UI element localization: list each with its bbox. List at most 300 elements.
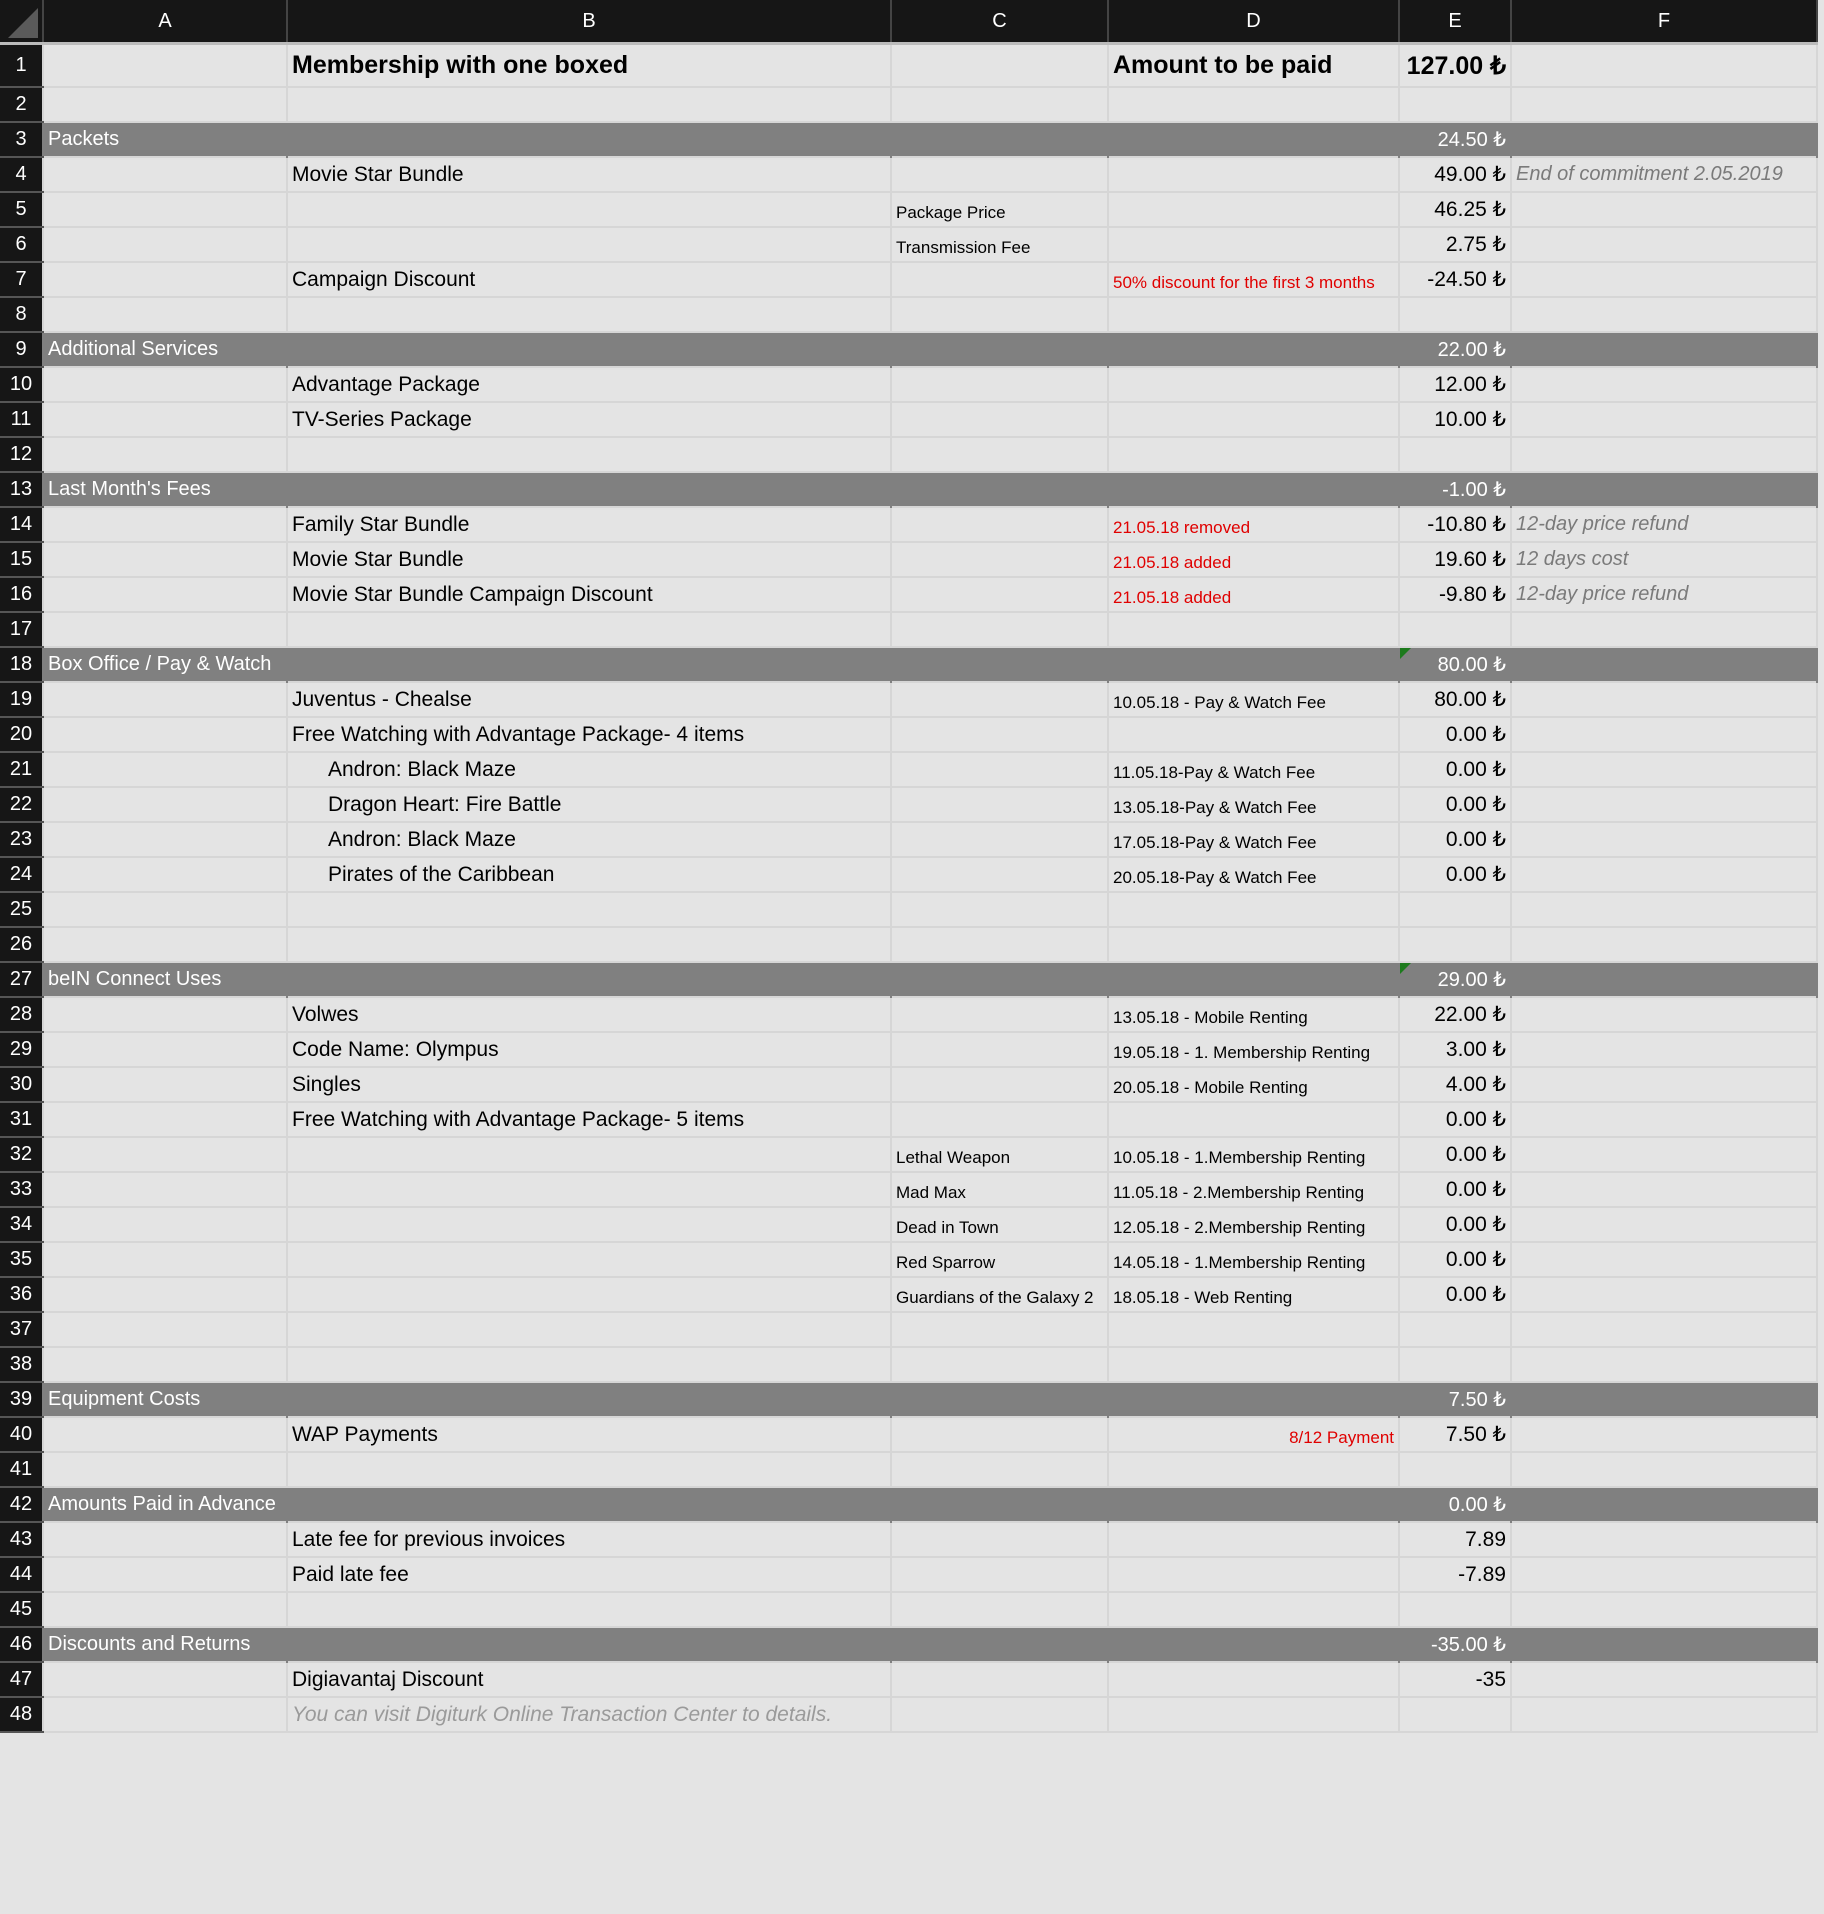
row-header[interactable]: 41 xyxy=(0,1452,43,1487)
column-header-b[interactable]: B xyxy=(287,0,891,44)
column-header-a[interactable]: A xyxy=(43,0,287,44)
cell-c[interactable] xyxy=(891,332,1108,367)
cell-c[interactable] xyxy=(891,472,1108,507)
cell-a[interactable] xyxy=(43,892,287,927)
cell-d[interactable] xyxy=(1108,1067,1399,1102)
cell-b[interactable] xyxy=(287,717,891,752)
cell-a[interactable] xyxy=(43,1382,287,1417)
cell-f[interactable] xyxy=(1511,577,1817,612)
cell-c[interactable] xyxy=(891,1522,1108,1557)
cell-e[interactable] xyxy=(1399,227,1511,262)
cell-a[interactable] xyxy=(43,1522,287,1557)
cell-e[interactable] xyxy=(1399,1312,1511,1347)
cell-e[interactable] xyxy=(1399,822,1511,857)
cell-c[interactable] xyxy=(891,1382,1108,1417)
cell-a[interactable] xyxy=(43,507,287,542)
cell-a[interactable] xyxy=(43,1137,287,1172)
row-header[interactable]: 23 xyxy=(0,822,43,857)
cell-d[interactable] xyxy=(1108,1032,1399,1067)
cell-a[interactable] xyxy=(43,1102,287,1137)
cell-d[interactable] xyxy=(1108,647,1399,682)
cell-d[interactable] xyxy=(1108,1417,1399,1452)
cell-d[interactable] xyxy=(1108,402,1399,437)
cell-d[interactable] xyxy=(1108,892,1399,927)
row-header[interactable]: 18 xyxy=(0,647,43,682)
cell-a[interactable] xyxy=(43,122,287,157)
cell-c[interactable] xyxy=(891,367,1108,402)
cell-e[interactable] xyxy=(1399,1277,1511,1312)
cell-d[interactable] xyxy=(1108,997,1399,1032)
cell-c[interactable] xyxy=(891,1207,1108,1242)
cell-c[interactable] xyxy=(891,1137,1108,1172)
cell-d[interactable] xyxy=(1108,1312,1399,1347)
cell-c[interactable] xyxy=(891,437,1108,472)
cell-e[interactable] xyxy=(1399,1242,1511,1277)
cell-d[interactable] xyxy=(1108,542,1399,577)
cell-d[interactable] xyxy=(1108,87,1399,122)
cell-e[interactable] xyxy=(1399,1172,1511,1207)
cell-a[interactable] xyxy=(43,997,287,1032)
row-header[interactable]: 13 xyxy=(0,472,43,507)
row-header[interactable]: 35 xyxy=(0,1242,43,1277)
cell-e[interactable] xyxy=(1399,1347,1511,1382)
cell-d[interactable] xyxy=(1108,962,1399,997)
cell-b[interactable] xyxy=(287,1662,891,1697)
cell-a[interactable] xyxy=(43,612,287,647)
row-header[interactable]: 24 xyxy=(0,857,43,892)
cell-f[interactable] xyxy=(1511,1172,1817,1207)
row-header[interactable]: 36 xyxy=(0,1277,43,1312)
cell-b[interactable] xyxy=(287,1277,891,1312)
cell-a[interactable] xyxy=(43,542,287,577)
cell-f[interactable] xyxy=(1511,227,1817,262)
cell-c[interactable] xyxy=(891,1277,1108,1312)
row-header[interactable]: 6 xyxy=(0,227,43,262)
cell-d[interactable] xyxy=(1108,1557,1399,1592)
row-header[interactable]: 21 xyxy=(0,752,43,787)
cell-a[interactable] xyxy=(43,927,287,962)
cell-b[interactable] xyxy=(287,1697,891,1732)
cell-a[interactable] xyxy=(43,227,287,262)
cell-e[interactable] xyxy=(1399,262,1511,297)
cell-e[interactable] xyxy=(1399,192,1511,227)
row-header[interactable]: 14 xyxy=(0,507,43,542)
cell-c[interactable] xyxy=(891,1032,1108,1067)
row-header[interactable]: 34 xyxy=(0,1207,43,1242)
cell-b[interactable] xyxy=(287,472,891,507)
cell-f[interactable] xyxy=(1511,997,1817,1032)
cell-b[interactable] xyxy=(287,44,891,88)
cell-e[interactable] xyxy=(1399,1137,1511,1172)
row-header[interactable]: 5 xyxy=(0,192,43,227)
cell-f[interactable] xyxy=(1511,44,1817,88)
cell-f[interactable] xyxy=(1511,1522,1817,1557)
cell-e[interactable] xyxy=(1399,87,1511,122)
cell-f[interactable] xyxy=(1511,752,1817,787)
cell-a[interactable] xyxy=(43,1067,287,1102)
cell-b[interactable] xyxy=(287,1312,891,1347)
cell-c[interactable] xyxy=(891,87,1108,122)
cell-d[interactable] xyxy=(1108,857,1399,892)
cell-c[interactable] xyxy=(891,752,1108,787)
cell-d[interactable] xyxy=(1108,1347,1399,1382)
cell-f[interactable] xyxy=(1511,1557,1817,1592)
row-header[interactable]: 9 xyxy=(0,332,43,367)
cell-a[interactable] xyxy=(43,857,287,892)
cell-c[interactable] xyxy=(891,787,1108,822)
cell-f[interactable] xyxy=(1511,472,1817,507)
cell-c[interactable] xyxy=(891,927,1108,962)
cell-d[interactable] xyxy=(1108,927,1399,962)
cell-d[interactable] xyxy=(1108,1522,1399,1557)
cell-d[interactable] xyxy=(1108,1137,1399,1172)
cell-f[interactable] xyxy=(1511,122,1817,157)
cell-b[interactable] xyxy=(287,332,891,367)
cell-e[interactable] xyxy=(1399,997,1511,1032)
row-header[interactable]: 2 xyxy=(0,87,43,122)
row-header[interactable]: 1 xyxy=(0,44,43,88)
cell-f[interactable] xyxy=(1511,1137,1817,1172)
row-header[interactable]: 48 xyxy=(0,1697,43,1732)
cell-a[interactable] xyxy=(43,822,287,857)
cell-d[interactable] xyxy=(1108,1662,1399,1697)
cell-e[interactable] xyxy=(1399,612,1511,647)
cell-e[interactable] xyxy=(1399,437,1511,472)
cell-f[interactable] xyxy=(1511,437,1817,472)
cell-d[interactable] xyxy=(1108,752,1399,787)
cell-e[interactable] xyxy=(1399,857,1511,892)
cell-f[interactable] xyxy=(1511,612,1817,647)
cell-b[interactable] xyxy=(287,437,891,472)
cell-f[interactable] xyxy=(1511,962,1817,997)
cell-e[interactable] xyxy=(1399,1417,1511,1452)
cell-d[interactable] xyxy=(1108,822,1399,857)
cell-b[interactable] xyxy=(287,507,891,542)
cell-a[interactable] xyxy=(43,1312,287,1347)
cell-b[interactable] xyxy=(287,1242,891,1277)
cell-c[interactable] xyxy=(891,1627,1108,1662)
cell-f[interactable] xyxy=(1511,787,1817,822)
cell-c[interactable] xyxy=(891,682,1108,717)
cell-e[interactable] xyxy=(1399,1627,1511,1662)
cell-b[interactable] xyxy=(287,297,891,332)
cell-f[interactable] xyxy=(1511,507,1817,542)
cell-a[interactable] xyxy=(43,297,287,332)
cell-c[interactable] xyxy=(891,962,1108,997)
cell-a[interactable] xyxy=(43,87,287,122)
cell-e[interactable] xyxy=(1399,647,1511,682)
row-header[interactable]: 15 xyxy=(0,542,43,577)
cell-b[interactable] xyxy=(287,1137,891,1172)
cell-d[interactable] xyxy=(1108,682,1399,717)
row-header[interactable]: 40 xyxy=(0,1417,43,1452)
cell-a[interactable] xyxy=(43,1347,287,1382)
column-header-e[interactable]: E xyxy=(1399,0,1511,44)
cell-c[interactable] xyxy=(891,1592,1108,1627)
cell-d[interactable] xyxy=(1108,612,1399,647)
cell-e[interactable] xyxy=(1399,1522,1511,1557)
cell-e[interactable] xyxy=(1399,367,1511,402)
cell-c[interactable] xyxy=(891,507,1108,542)
cell-a[interactable] xyxy=(43,472,287,507)
cell-f[interactable] xyxy=(1511,1697,1817,1732)
row-header[interactable]: 38 xyxy=(0,1347,43,1382)
cell-c[interactable] xyxy=(891,1067,1108,1102)
cell-d[interactable] xyxy=(1108,717,1399,752)
cell-f[interactable] xyxy=(1511,927,1817,962)
cell-b[interactable] xyxy=(287,402,891,437)
cell-c[interactable] xyxy=(891,1557,1108,1592)
cell-c[interactable] xyxy=(891,1347,1108,1382)
cell-a[interactable] xyxy=(43,1487,287,1522)
cell-b[interactable] xyxy=(287,87,891,122)
cell-a[interactable] xyxy=(43,157,287,192)
row-header[interactable]: 25 xyxy=(0,892,43,927)
cell-f[interactable] xyxy=(1511,1592,1817,1627)
cell-b[interactable] xyxy=(287,367,891,402)
cell-d[interactable] xyxy=(1108,1592,1399,1627)
cell-d[interactable] xyxy=(1108,192,1399,227)
row-header[interactable]: 27 xyxy=(0,962,43,997)
row-header[interactable]: 29 xyxy=(0,1032,43,1067)
cell-b[interactable] xyxy=(287,1592,891,1627)
cell-e[interactable] xyxy=(1399,472,1511,507)
cell-f[interactable] xyxy=(1511,192,1817,227)
cell-e[interactable] xyxy=(1399,1382,1511,1417)
cell-b[interactable] xyxy=(287,157,891,192)
cell-d[interactable] xyxy=(1108,227,1399,262)
cell-a[interactable] xyxy=(43,1032,287,1067)
row-header[interactable]: 10 xyxy=(0,367,43,402)
cell-b[interactable] xyxy=(287,1522,891,1557)
cell-a[interactable] xyxy=(43,44,287,88)
cell-e[interactable] xyxy=(1399,787,1511,822)
cell-a[interactable] xyxy=(43,1662,287,1697)
cell-f[interactable] xyxy=(1511,367,1817,402)
row-header[interactable]: 30 xyxy=(0,1067,43,1102)
cell-a[interactable] xyxy=(43,1242,287,1277)
cell-b[interactable] xyxy=(287,577,891,612)
cell-b[interactable] xyxy=(287,612,891,647)
cell-f[interactable] xyxy=(1511,1032,1817,1067)
cell-d[interactable] xyxy=(1108,1207,1399,1242)
cell-d[interactable] xyxy=(1108,437,1399,472)
cell-b[interactable] xyxy=(287,1032,891,1067)
cell-c[interactable] xyxy=(891,227,1108,262)
cell-f[interactable] xyxy=(1511,1067,1817,1102)
column-header-f[interactable]: F xyxy=(1511,0,1817,44)
cell-d[interactable] xyxy=(1108,1102,1399,1137)
cell-d[interactable] xyxy=(1108,262,1399,297)
row-header[interactable]: 33 xyxy=(0,1172,43,1207)
cell-c[interactable] xyxy=(891,1662,1108,1697)
cell-a[interactable] xyxy=(43,332,287,367)
cell-b[interactable] xyxy=(287,1452,891,1487)
cell-e[interactable] xyxy=(1399,752,1511,787)
column-header-c[interactable]: C xyxy=(891,0,1108,44)
cell-e[interactable] xyxy=(1399,682,1511,717)
cell-a[interactable] xyxy=(43,1592,287,1627)
cell-d[interactable] xyxy=(1108,1452,1399,1487)
row-header[interactable]: 16 xyxy=(0,577,43,612)
cell-a[interactable] xyxy=(43,1172,287,1207)
cell-d[interactable] xyxy=(1108,367,1399,402)
cell-e[interactable] xyxy=(1399,507,1511,542)
cell-a[interactable] xyxy=(43,647,287,682)
row-header[interactable]: 32 xyxy=(0,1137,43,1172)
cell-c[interactable] xyxy=(891,44,1108,88)
row-header[interactable]: 20 xyxy=(0,717,43,752)
cell-c[interactable] xyxy=(891,1452,1108,1487)
cell-a[interactable] xyxy=(43,577,287,612)
cell-f[interactable] xyxy=(1511,892,1817,927)
cell-b[interactable] xyxy=(287,1382,891,1417)
cell-a[interactable] xyxy=(43,1452,287,1487)
row-header[interactable]: 4 xyxy=(0,157,43,192)
cell-e[interactable] xyxy=(1399,717,1511,752)
cell-b[interactable] xyxy=(287,752,891,787)
cell-f[interactable] xyxy=(1511,1417,1817,1452)
cell-c[interactable] xyxy=(891,1697,1108,1732)
cell-b[interactable] xyxy=(287,822,891,857)
cell-b[interactable] xyxy=(287,682,891,717)
row-header[interactable]: 43 xyxy=(0,1522,43,1557)
cell-d[interactable] xyxy=(1108,1627,1399,1662)
cell-c[interactable] xyxy=(891,157,1108,192)
row-header[interactable]: 45 xyxy=(0,1592,43,1627)
cell-a[interactable] xyxy=(43,1207,287,1242)
cell-b[interactable] xyxy=(287,542,891,577)
cell-c[interactable] xyxy=(891,122,1108,157)
cell-c[interactable] xyxy=(891,192,1108,227)
cell-d[interactable] xyxy=(1108,332,1399,367)
cell-f[interactable] xyxy=(1511,157,1817,192)
cell-c[interactable] xyxy=(891,822,1108,857)
cell-e[interactable] xyxy=(1399,542,1511,577)
cell-e[interactable] xyxy=(1399,1662,1511,1697)
cell-b[interactable] xyxy=(287,227,891,262)
cell-d[interactable] xyxy=(1108,1277,1399,1312)
cell-e[interactable] xyxy=(1399,44,1511,88)
cell-e[interactable] xyxy=(1399,332,1511,367)
cell-b[interactable] xyxy=(287,857,891,892)
cell-f[interactable] xyxy=(1511,542,1817,577)
cell-b[interactable] xyxy=(287,1102,891,1137)
select-all-corner[interactable] xyxy=(0,0,43,44)
cell-a[interactable] xyxy=(43,1627,287,1662)
cell-b[interactable] xyxy=(287,122,891,157)
cell-e[interactable] xyxy=(1399,1067,1511,1102)
row-header[interactable]: 3 xyxy=(0,122,43,157)
cell-a[interactable] xyxy=(43,262,287,297)
cell-d[interactable] xyxy=(1108,44,1399,88)
row-header[interactable]: 12 xyxy=(0,437,43,472)
cell-d[interactable] xyxy=(1108,1172,1399,1207)
row-header[interactable]: 7 xyxy=(0,262,43,297)
cell-b[interactable] xyxy=(287,1487,891,1522)
cell-e[interactable] xyxy=(1399,1697,1511,1732)
cell-f[interactable] xyxy=(1511,1312,1817,1347)
cell-c[interactable] xyxy=(891,577,1108,612)
cell-a[interactable] xyxy=(43,437,287,472)
cell-a[interactable] xyxy=(43,402,287,437)
cell-a[interactable] xyxy=(43,682,287,717)
cell-f[interactable] xyxy=(1511,1277,1817,1312)
cell-d[interactable] xyxy=(1108,787,1399,822)
cell-e[interactable] xyxy=(1399,1452,1511,1487)
cell-a[interactable] xyxy=(43,1697,287,1732)
cell-e[interactable] xyxy=(1399,122,1511,157)
cell-f[interactable] xyxy=(1511,857,1817,892)
cell-d[interactable] xyxy=(1108,122,1399,157)
cell-f[interactable] xyxy=(1511,1102,1817,1137)
row-header[interactable]: 47 xyxy=(0,1662,43,1697)
cell-f[interactable] xyxy=(1511,87,1817,122)
cell-e[interactable] xyxy=(1399,892,1511,927)
cell-b[interactable] xyxy=(287,892,891,927)
row-header[interactable]: 8 xyxy=(0,297,43,332)
cell-b[interactable] xyxy=(287,997,891,1032)
cell-a[interactable] xyxy=(43,962,287,997)
cell-f[interactable] xyxy=(1511,647,1817,682)
cell-c[interactable] xyxy=(891,612,1108,647)
cell-e[interactable] xyxy=(1399,1102,1511,1137)
cell-c[interactable] xyxy=(891,1487,1108,1522)
cell-e[interactable] xyxy=(1399,1557,1511,1592)
cell-b[interactable] xyxy=(287,262,891,297)
cell-d[interactable] xyxy=(1108,1487,1399,1522)
cell-d[interactable] xyxy=(1108,1382,1399,1417)
cell-e[interactable] xyxy=(1399,962,1511,997)
cell-f[interactable] xyxy=(1511,297,1817,332)
column-header-d[interactable]: D xyxy=(1108,0,1399,44)
cell-c[interactable] xyxy=(891,892,1108,927)
cell-c[interactable] xyxy=(891,717,1108,752)
cell-d[interactable] xyxy=(1108,157,1399,192)
cell-b[interactable] xyxy=(287,1347,891,1382)
cell-c[interactable] xyxy=(891,1172,1108,1207)
cell-b[interactable] xyxy=(287,787,891,822)
cell-f[interactable] xyxy=(1511,1242,1817,1277)
cell-b[interactable] xyxy=(287,927,891,962)
cell-f[interactable] xyxy=(1511,1627,1817,1662)
cell-b[interactable] xyxy=(287,1067,891,1102)
cell-f[interactable] xyxy=(1511,717,1817,752)
cell-d[interactable] xyxy=(1108,577,1399,612)
cell-c[interactable] xyxy=(891,1417,1108,1452)
cell-f[interactable] xyxy=(1511,402,1817,437)
cell-f[interactable] xyxy=(1511,1382,1817,1417)
cell-f[interactable] xyxy=(1511,1347,1817,1382)
cell-d[interactable] xyxy=(1108,507,1399,542)
cell-e[interactable] xyxy=(1399,577,1511,612)
cell-a[interactable] xyxy=(43,787,287,822)
cell-d[interactable] xyxy=(1108,1242,1399,1277)
row-header[interactable]: 42 xyxy=(0,1487,43,1522)
row-header[interactable]: 46 xyxy=(0,1627,43,1662)
row-header[interactable]: 37 xyxy=(0,1312,43,1347)
cell-c[interactable] xyxy=(891,297,1108,332)
cell-f[interactable] xyxy=(1511,1662,1817,1697)
cell-b[interactable] xyxy=(287,1417,891,1452)
cell-f[interactable] xyxy=(1511,682,1817,717)
cell-e[interactable] xyxy=(1399,1592,1511,1627)
row-header[interactable]: 31 xyxy=(0,1102,43,1137)
cell-c[interactable] xyxy=(891,402,1108,437)
cell-c[interactable] xyxy=(891,857,1108,892)
cell-f[interactable] xyxy=(1511,262,1817,297)
cell-c[interactable] xyxy=(891,1102,1108,1137)
